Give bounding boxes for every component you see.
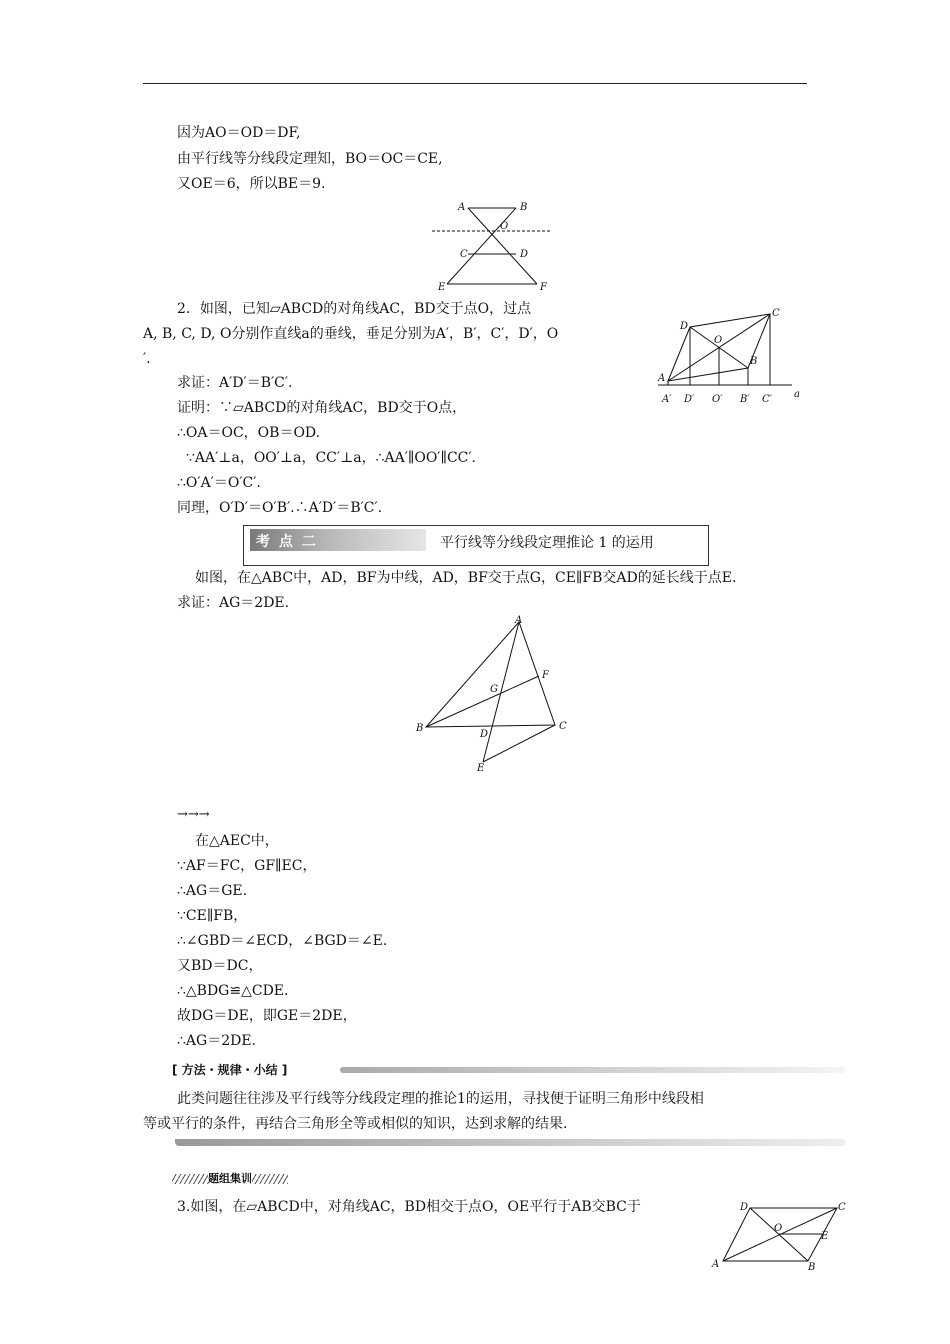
section-title: 平行线等分线段定理推论 1 的运用 [440, 535, 654, 551]
label-E: E [477, 763, 485, 774]
text-line: 又BD＝DC， [177, 958, 263, 974]
label-B: B [750, 356, 758, 367]
label-C: C [460, 249, 468, 260]
section-tag-label: 考 点 二 [256, 534, 318, 550]
text-line: ∴AG＝2DE. [177, 1033, 257, 1049]
label-A: A [658, 373, 666, 384]
label-B-prime: B′ [740, 394, 750, 405]
text-line: A, B, C, D, O分别作直线a的垂线，垂足分别为A′，B′，C′，D′，O [143, 326, 559, 342]
header-rule [143, 83, 807, 84]
figure-trapezoid-hourglass [430, 196, 560, 292]
label-A: A [712, 1259, 720, 1270]
exercise-group-label: 题组集训 [208, 1172, 252, 1185]
hatch-decoration [252, 1174, 288, 1184]
label-O: O [774, 1223, 783, 1234]
text-line: 求证：A′D′＝B′C′. [177, 375, 293, 391]
label-E: E [438, 282, 446, 292]
label-A: A [458, 202, 466, 213]
figure-parallelogram-projection [652, 302, 812, 410]
method-footer-bar [175, 1139, 845, 1146]
label-A-prime: A′ [662, 394, 672, 405]
text-line: ∴△BDG≌△CDE. [177, 983, 289, 999]
text-line: ∵CE∥FB， [177, 908, 248, 924]
label-B: B [416, 723, 424, 734]
section-tag [250, 529, 426, 551]
text-line: 3.如图，在▱ABCD中，对角线AC，BD相交于点O，OE平行于AB交BC于 [177, 1199, 641, 1215]
label-O-prime: O′ [712, 394, 723, 405]
text-line: ∴O′A′＝O′C′. [177, 475, 261, 491]
label-O: O [500, 221, 509, 232]
label-D-prime: D′ [684, 394, 695, 405]
label-O: O [714, 335, 723, 346]
label-D: D [480, 729, 489, 740]
label-E: E [821, 1231, 829, 1242]
figure-triangle-medians [408, 612, 578, 774]
arrows: →→→ [177, 807, 210, 822]
label-D: D [740, 1202, 749, 1213]
label-C: C [838, 1202, 846, 1213]
text-line: 因为AO＝OD＝DF, [177, 125, 301, 141]
text-line: 在△AEC中， [195, 833, 279, 849]
text-line: 此类问题往往涉及平行线等分线段定理的推论1的运用，寻找便于证明三角形中线段相 [177, 1091, 704, 1107]
text-line: 由平行线等分线段定理知，BO＝OC＝CE, [177, 151, 443, 167]
text-line: 同理，O′D′＝O′B′.∴A′D′＝B′C′. [177, 500, 383, 516]
label-G: G [490, 684, 498, 695]
text-line: 又OE＝6，所以BE＝9. [177, 176, 326, 192]
hatch-decoration [172, 1174, 208, 1184]
label-C: C [772, 308, 780, 319]
text-line: ∴OA＝OC，OB＝OD. [177, 425, 321, 441]
figure-parallelogram-oe [708, 1196, 850, 1272]
exercise-group-header [172, 1170, 288, 1186]
text-line: 2．如图，已知▱ABCD的对角线AC，BD交于点O，过点 [177, 301, 532, 317]
text-line: ′. [143, 351, 151, 367]
text-line: ∵AA′⊥a，OO′⊥a，CC′⊥a，∴AA′∥OO′∥CC′. [186, 450, 477, 466]
label-D: D [520, 249, 529, 260]
text-line: 求证：AG＝2DE. [177, 595, 290, 611]
label-D: D [680, 321, 689, 332]
label-F: F [542, 670, 549, 681]
label-C-prime: C′ [762, 394, 772, 405]
method-header: [ 方法・规律・小结 ] [172, 1063, 288, 1077]
text-line: 等或平行的条件，再结合三角形全等或相似的知识，达到求解的结果. [143, 1116, 568, 1132]
label-A: A [515, 615, 523, 626]
label-line-a: a [794, 389, 800, 400]
text-line: ∴AG＝GE. [177, 883, 248, 899]
text-line: ∵AF＝FC，GF∥EC， [177, 858, 317, 874]
label-B: B [520, 202, 528, 213]
text-line: 证明：∵▱ABCD的对角线AC，BD交于O点， [177, 400, 467, 416]
label-F: F [540, 282, 547, 292]
label-B: B [808, 1262, 816, 1272]
text-line: 故DG＝DE，即GE＝2DE， [177, 1008, 357, 1024]
text-line: 如图，在△ABC中，AD，BF为中线，AD，BF交于点G，CE∥FB交AD的延长线于点E. [195, 570, 737, 586]
label-C: C [559, 721, 567, 732]
text-line: ∴∠GBD＝∠ECD，∠BGD＝∠E. [177, 933, 388, 949]
method-header-bar [340, 1067, 845, 1073]
